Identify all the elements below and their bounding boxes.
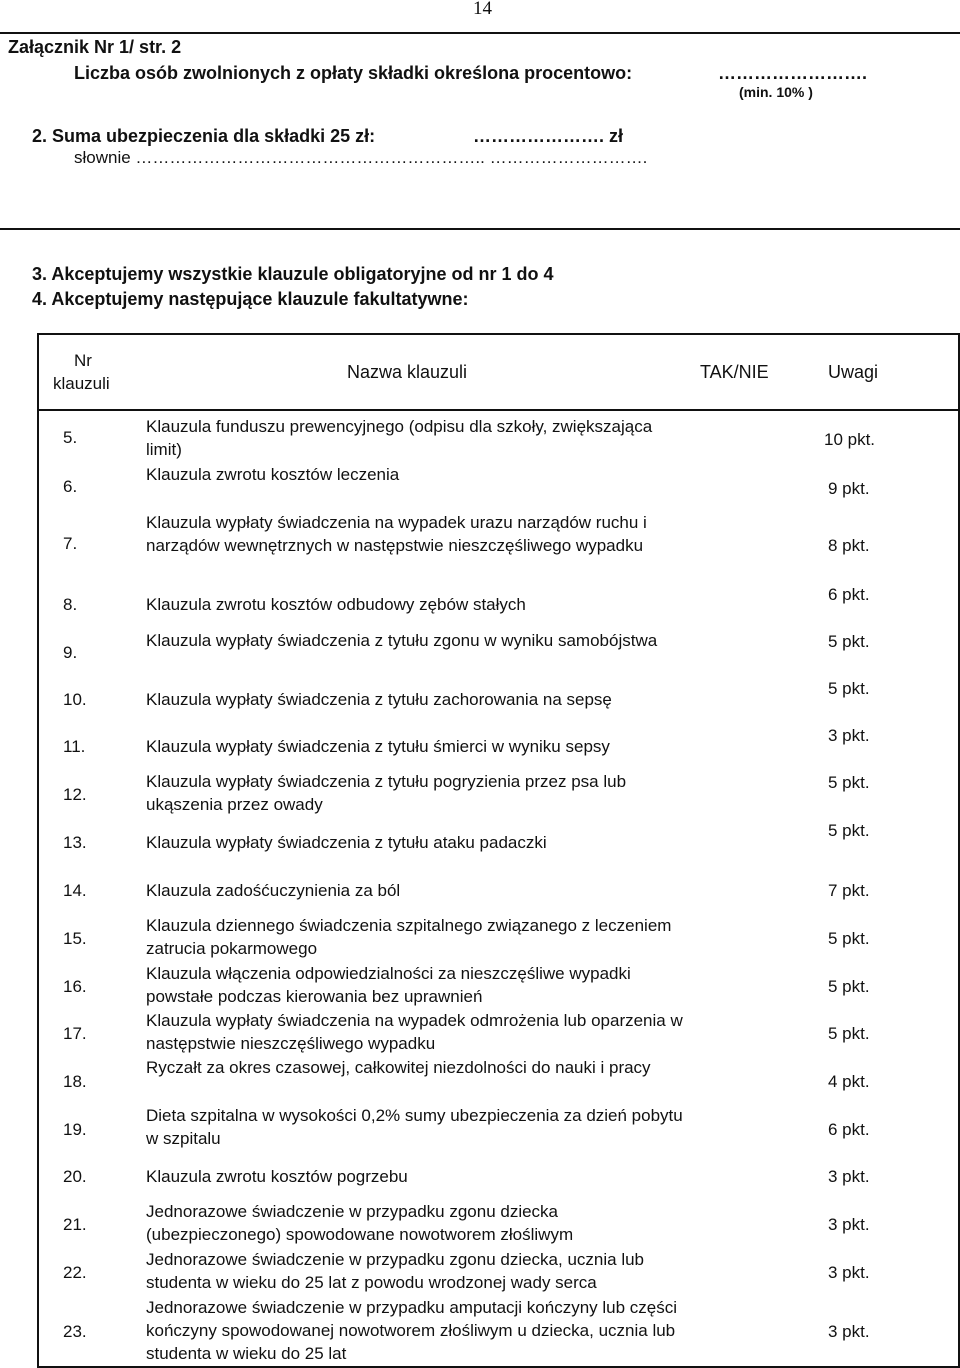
row-nr: 9. [63, 643, 78, 662]
row-name: Klauzula wypłaty świadczenia na wypadek odmrożenia lub oparzenia w następstwie nieszczęśliwego wypadku [146, 1011, 683, 1053]
row-nr: 5. [63, 428, 78, 447]
row-notes: 5 pkt. [828, 929, 870, 948]
row-notes: 6 pkt. [828, 585, 870, 604]
row-name: Klauzula wypłaty świadczenia z tytułu zachorowania na sepsę [146, 690, 612, 709]
item2-words: słownie …………………………………………………….. ………………………. [74, 148, 648, 167]
item2-text: 2. Suma ubezpieczenia dla składki 25 zł: [32, 126, 376, 146]
row-nr: 6. [63, 477, 78, 496]
row-notes: 3 pkt. [828, 1322, 870, 1341]
row-name: Dieta szpitalna w wysokości 0,2% sumy ubezpieczenia za dzień pobytu w szpitalu [146, 1106, 683, 1148]
col-header-notes: Uwagi [828, 362, 879, 382]
row-notes: 5 pkt. [828, 1024, 870, 1043]
row-notes: 3 pkt. [828, 1263, 870, 1282]
row-nr: 13. [63, 833, 87, 852]
row-name: Jednorazowe świadczenie w przypadku zgonu dziecka (ubezpieczonego) spowodowane nowotworem złośliwym [146, 1202, 574, 1244]
row-notes: 5 pkt. [828, 773, 870, 792]
row-nr: 21. [63, 1215, 87, 1234]
row-notes: 9 pkt. [828, 479, 870, 498]
col-header-nr: Nr [74, 351, 92, 370]
row-name: Klauzula włączenia odpowiedzialności za nieszczęśliwe wypadki powstałe podczas kierowania bez uprawnień [146, 964, 631, 1006]
row-nr: 10. [63, 690, 87, 709]
row-notes: 10 pkt. [824, 430, 876, 449]
row-name: Klauzula zwrotu kosztów leczenia [146, 465, 400, 484]
page-number: 14 [473, 0, 492, 19]
row-nr: 12. [63, 785, 87, 804]
row-nr: 23. [63, 1322, 87, 1341]
row-notes: 3 pkt. [828, 1215, 870, 1234]
row-notes: 3 pkt. [828, 1167, 870, 1186]
row-name: Ryczałt za okres czasowej, całkowitej niezdolności do nauki i pracy [146, 1058, 651, 1077]
col-header-yesno: TAK/NIE [700, 362, 769, 382]
row-nr: 11. [63, 737, 86, 756]
row-nr: 7. [63, 534, 78, 553]
row-name: Klauzula wypłaty świadczenia z tytułu śmierci w wyniku sepsy [146, 737, 610, 756]
row-name: Klauzula wypłaty świadczenia z tytułu zgonu w wyniku samobójstwa [146, 631, 658, 650]
row-name: Jednorazowe świadczenie w przypadku zgonu dziecka, ucznia lub studenta w wieku do 25 lat z powodu wrodzonej wady serca [146, 1250, 645, 1292]
row-name: Klauzula zadośćuczynienia za ból [146, 881, 401, 900]
row-notes: 6 pkt. [828, 1120, 870, 1139]
item1-text: Liczba osób zwolnionych z opłaty składki określona procentowo: [74, 63, 633, 83]
row-name: Klauzula wypłaty świadczenia z tytułu ataku padaczki [146, 833, 547, 852]
header-top-rule [0, 32, 960, 34]
row-notes: 8 pkt. [828, 536, 870, 555]
row-nr: 20. [63, 1167, 87, 1186]
item3-text: 3. Akceptujemy wszystkie klauzule obligatoryjne od nr 1 do 4 [32, 264, 554, 284]
row-nr: 22. [63, 1263, 87, 1282]
item2-amount: …………………. zł [473, 126, 624, 146]
row-nr: 18. [63, 1072, 87, 1091]
row-notes: 5 pkt. [828, 632, 870, 651]
row-name: Klauzula zwrotu kosztów odbudowy zębów stałych [146, 595, 526, 614]
col-header-nr-klauzuli: klauzuli [53, 374, 110, 393]
item1-dots: ……………………. [718, 63, 868, 83]
row-nr: 17. [63, 1024, 87, 1043]
item1-minimum: (min. 10% ) [739, 84, 813, 100]
row-notes: 5 pkt. [828, 679, 870, 698]
row-nr: 16. [63, 977, 87, 996]
row-name: Jednorazowe świadczenie w przypadku amputacji kończyny lub części kończyny spowodowanej nowotworem złośliwym u dziecka, ucznia lub studenta w wieku do 25 lat [146, 1298, 678, 1363]
header-bottom-rule [0, 228, 960, 230]
table-header-box [37, 333, 960, 411]
col-header-name: Nazwa klauzuli [347, 362, 468, 382]
row-name: Klauzula zwrotu kosztów pogrzebu [146, 1167, 408, 1186]
row-notes: 4 pkt. [828, 1072, 870, 1091]
row-notes: 5 pkt. [828, 821, 870, 840]
row-notes: 3 pkt. [828, 726, 870, 745]
row-nr: 8. [63, 595, 78, 614]
row-nr: 19. [63, 1120, 87, 1139]
row-name: Klauzula dziennego świadczenia szpitalnego związanego z leczeniem zatrucia pokarmowego [146, 916, 672, 958]
row-name: Klauzula wypłaty świadczenia na wypadek urazu narządów ruchu i narządów wewnętrznych w następstwie nieszczęśliwego wypadku [146, 513, 647, 555]
row-nr: 15. [63, 929, 87, 948]
row-nr: 14. [63, 881, 87, 900]
row-name: Klauzula funduszu prewencyjnego (odpisu dla szkoły, zwiększająca limit) [146, 417, 653, 459]
annex-title: Załącznik Nr 1/ str. 2 [8, 37, 182, 57]
row-notes: 5 pkt. [828, 977, 870, 996]
row-notes: 7 pkt. [828, 881, 870, 900]
item4-text: 4. Akceptujemy następujące klauzule fakultatywne: [32, 289, 469, 309]
row-name: Klauzula wypłaty świadczenia z tytułu pogryzienia przez psa lub ukąszenia przez owady [146, 772, 627, 814]
